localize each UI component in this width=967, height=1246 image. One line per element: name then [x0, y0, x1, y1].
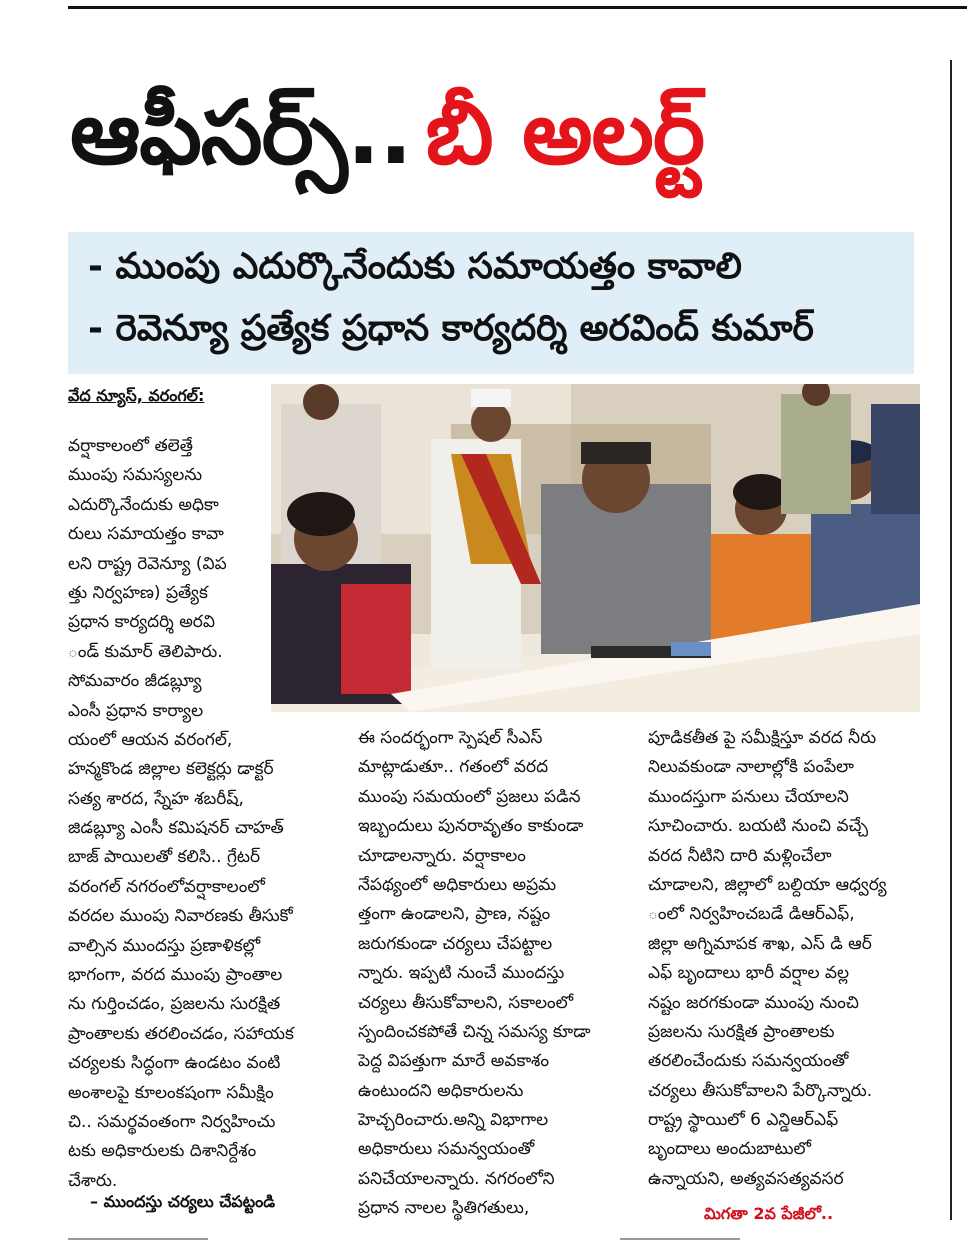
text-line: పనిచేయాలన్నారు. నగరంలోని — [358, 1168, 555, 1189]
text-line: త్తంగా ఉండాలని, ప్రాణ, నష్టం — [358, 904, 551, 925]
text-line: ప్రజలను సురక్షిత ప్రాంతాలకు — [648, 1021, 835, 1042]
subpoint-heading: – ముందస్తు చర్యలు చేపట్టండి — [90, 1192, 276, 1211]
text-line: చర్యలు తీసుకోవాలని, సకాలంలో — [358, 992, 574, 1013]
headline-part-2: బీ అలర్ట్ — [425, 81, 705, 184]
article-column-1 — [68, 432, 294, 1196]
text-line: చూడాలన్నారు. వర్షాకాలం — [358, 845, 526, 866]
text-line: సూచించారు. బయటి నుంచి వచ్చే — [648, 816, 869, 837]
text-line: ప్రాంతాలకు తరలించడం, సహాయక — [68, 1023, 294, 1044]
text-line: చేశారు. — [68, 1170, 118, 1191]
text-line: పూడికతీత పై సమీక్షిస్తూ వరద నీరు — [648, 728, 877, 748]
text-line: వాల్సిన ముందస్తు ప్రణాళికల్లో — [68, 935, 261, 956]
subheadline-box — [68, 232, 914, 374]
subheadline-2: - రెవెన్యూ ప్రత్యేక ప్రధాన కార్యదర్శి అరవింద్ కుమార్ — [88, 308, 814, 349]
text-line: తరలించేందుకు సమన్వయంతో — [648, 1051, 849, 1072]
article-column-3 — [648, 724, 918, 1194]
text-line: సత్య శారద, స్నేహ శబరీష్, — [68, 788, 244, 809]
text-line: వరదల ముంపు నివారణకు తీసుకో — [68, 906, 293, 927]
text-line: ముందస్తుగా పనులు చేయాలని — [648, 786, 849, 807]
text-line: హెచ్చరించారు.అన్ని విభాగాల — [358, 1110, 549, 1131]
text-line: జిల్లా అగ్నిమాపక శాఖ, ఎస్ డి ఆర్ — [648, 933, 872, 954]
text-line: ండ్ కుమార్ తెలిపారు. — [68, 641, 223, 662]
headline-part-1: ఆఫీసర్స్.. — [70, 81, 412, 184]
dateline: వేద న్యూస్, వరంగల్: — [68, 386, 205, 405]
text-line: అంశాలపై కూలంకషంగా సమీక్షిం — [68, 1082, 274, 1103]
subheadline-1: - ముంపు ఎదుర్కొనేందుకు సమాయత్తం కావాలి — [88, 246, 742, 287]
text-line: న్నారు. ఇప్పటి నుంచే ముందస్తు — [358, 963, 565, 984]
text-line: రాష్ట్ర స్థాయిలో 6 ఎన్డిఆర్ఎఫ్ — [648, 1110, 839, 1131]
bottom-rule-left — [68, 1238, 208, 1240]
text-line: నిలువకుండా నాలాల్లోకి పంపేలా — [648, 757, 854, 778]
text-line: నష్టం జరగకుండా ముంపు నుంచి — [648, 992, 859, 1013]
text-line: వరంగల్ నగరంలోవర్షాకాలంలో — [68, 876, 265, 897]
text-line: త్తు నిర్వహణ) ప్రత్యేక — [68, 582, 208, 603]
text-line: ఉంటుందని అధికారులను — [358, 1080, 524, 1101]
text-line: లని రాష్ట్ర రెవెన్యూ (విప — [68, 553, 227, 574]
text-line: టకు అధికారులకు దిశానిర్దేశం — [68, 1141, 257, 1162]
text-line: ఇబ్బందులు పునరావృతం కాకుండా — [358, 816, 584, 837]
text-line: స్పందించకపోతే చిన్న సమస్య కూడా — [358, 1021, 591, 1042]
text-line: ముంపు సమస్యలను — [68, 465, 203, 486]
text-line: ప్రధాన కార్యదర్శి అరవి — [68, 612, 215, 633]
text-line: బృందాలు అందుబాటులో — [648, 1139, 811, 1160]
meeting-photo — [271, 384, 920, 712]
headline — [70, 58, 930, 228]
text-line: ముంపు సమయంలో ప్రజలు పడిన — [358, 786, 581, 807]
text-line: భాగంగా, వరద ముంపు ప్రాంతాల — [68, 965, 283, 986]
text-line: చూడాలని, జిల్లాలో బల్దియా ఆధ్వర్య — [648, 874, 887, 895]
text-line: ఎఫ్ బృందాలు భారీ వర్షాల వల్ల — [648, 963, 850, 984]
text-line: హన్మకొండ జిల్లాల కలెక్టర్లు డాక్టర్ — [68, 759, 274, 780]
text-line: అధికారులు సమన్వయంతో — [358, 1139, 535, 1160]
text-line: ఈ సందర్భంగా స్పెషల్ సీఎస్ — [358, 728, 543, 748]
article-column-2 — [358, 724, 628, 1224]
text-line: వరద నీటిని దారి మళ్లించేలా — [648, 845, 832, 866]
text-line: ప్రధాన నాలల స్థితిగతులు, — [358, 1198, 530, 1219]
text-line: రులు సమాయత్తం కావా — [68, 524, 224, 545]
text-line: మాట్లాడుతూ.. గతంలో వరద — [358, 757, 549, 778]
text-line: చర్యలకు సిద్ధంగా ఉండటం వంటి — [68, 1053, 281, 1074]
text-line: ఎంసీ ప్రధాన కార్యాల — [68, 700, 204, 721]
text-line: బాజ్ పాయిలతో కలిసి.. గ్రేటర్ — [68, 847, 261, 868]
right-column-rule — [950, 60, 952, 1220]
text-line: యంలో ఆయన వరంగల్, — [68, 729, 233, 750]
text-line: చి.. సమర్థవంతంగా నిర్వహించు — [68, 1111, 276, 1132]
text-line: జరుగకుండా చర్యలు చేపట్టాల — [358, 933, 553, 954]
text-line: చర్యలు తీసుకోవాలని పేర్కొన్నారు. — [648, 1080, 873, 1101]
text-line: ఉన్నాయని, అత్యవసత్యవసర — [648, 1168, 844, 1189]
text-line: వర్షాకాలంలో తలెత్తే — [68, 436, 193, 456]
text-line: ంలో నిర్వహించబడే డిఆర్ఎఫ్, — [648, 904, 855, 925]
text-line: ను గుర్తించడం, ప్రజలను సురక్షిత — [68, 994, 281, 1015]
bottom-rule-right — [620, 1238, 740, 1240]
text-line: సోమవారం జీడబ్ల్యూ — [68, 671, 202, 692]
text-line: నేపథ్యంలో అధికారులు అప్రమ — [358, 874, 557, 895]
text-line: ఎదుర్కొనేందుకు అధికా — [68, 494, 219, 515]
text-line: జిడబ్ల్యూ ఎంసీ కమిషనర్ చాహత్ — [68, 818, 284, 839]
top-rule — [68, 6, 967, 9]
continued-on-page-2: మిగతా 2వ పేజీలో.. — [704, 1204, 834, 1223]
text-line: పెద్ద విపత్తుగా మారే అవకాశం — [358, 1051, 549, 1072]
